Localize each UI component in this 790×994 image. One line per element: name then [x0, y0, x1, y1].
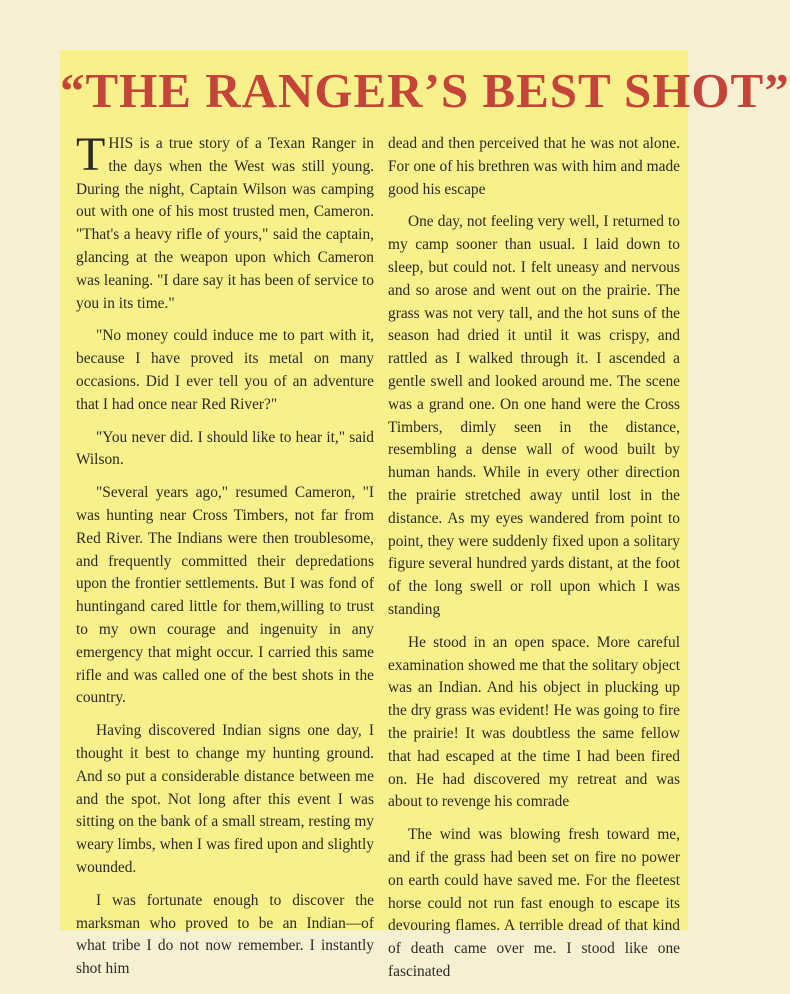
left-column [76, 128, 374, 991]
paragraph: THIS is a true story of a Texan Ranger in the days when the West was still young. During the night, Captain Wilson was camping out with one of his most trusted men, Cameron. "That's a heavy rifle of yours," said the captain, glancing at the weapon upon which Cameron was leaning. "I dare say it has been of service to you in its time." [76, 128, 374, 312]
paragraph: I was fortunate enough to discover the marksman who proved to be an Indian—of what tribe I do not now remember. I instantly shot him [76, 891, 374, 978]
right-column [388, 133, 680, 994]
paragraph: dead and then perceived that he was not alone. For one of his brethren was with him and made good his escape [388, 135, 680, 198]
paragraph: "Several years ago," resumed Cameron, "I was hunting near Cross Timbers, not far from Red River. The Indians were then troublesome, and frequently committed their depredations upon the frontier settlements. But I was fond of huntingand cared little for them,willing to trust to my own courage and ingenuity in any emergency that might occur. I carried this same rifle and was called one of the best shots in the country. [76, 484, 374, 707]
paragraph: "You never did. I should like to hear it," said Wilson. [76, 428, 374, 469]
paragraph: "No money could induce me to part with it, because I have proved its metal on many occasions. Did I ever tell you of an adventure that I had once near Red River?" [76, 327, 374, 413]
paragraph: One day, not feeling very well, I returned to my camp sooner than usual. I laid down to sleep, but could not. I felt uneasy and nervous and so arose and went out on the prairie. The grass was not very tall, and the hot suns of the season had dried it until it was crispy, and rattled as I walked through it. I ascended a gentle swell and looked around me. The scene was a grand one. On one hand were the Cross Timbers, dimly seen in the distance, resembling a dense wall of wood built by human hands. While in every other direction the prairie stretched away until lost in the distance. As my eyes wandered from point to point, they were suddenly fixed upon a solitary figure several hundred yards distant, at the foot of the long swell or roll upon which I was standing [388, 213, 680, 618]
paragraph: The wind was blowing fresh toward me, and if the grass had been set on fire no power on earth could have saved me. For the fleetest horse could not run fast enough to escape its devouring flames. A terrible dread of that kind of death came over me. I stood like one fascinated [388, 826, 680, 980]
paragraph: Having discovered Indian signs one day, I thought it best to change my hunting ground. And so put a considerable distance between me and the spot. Not long after this event I was sitting on the bank of a small stream, resting my weary limbs, when I was fired upon and slightly wounded. [76, 722, 374, 876]
story-title: “THE RANGER’S BEST SHOT” [60, 63, 790, 118]
drop-cap: T [76, 128, 106, 181]
paragraph: He stood in an open space. More careful examination showed me that the solitary object was an Indian. And his object in plucking up the dry grass was evident! He was going to fire the prairie! It was doubtless the same fellow that had escaped at the time I had been fired on. He had discovered my retreat and was about to revenge his comrade [388, 633, 680, 811]
